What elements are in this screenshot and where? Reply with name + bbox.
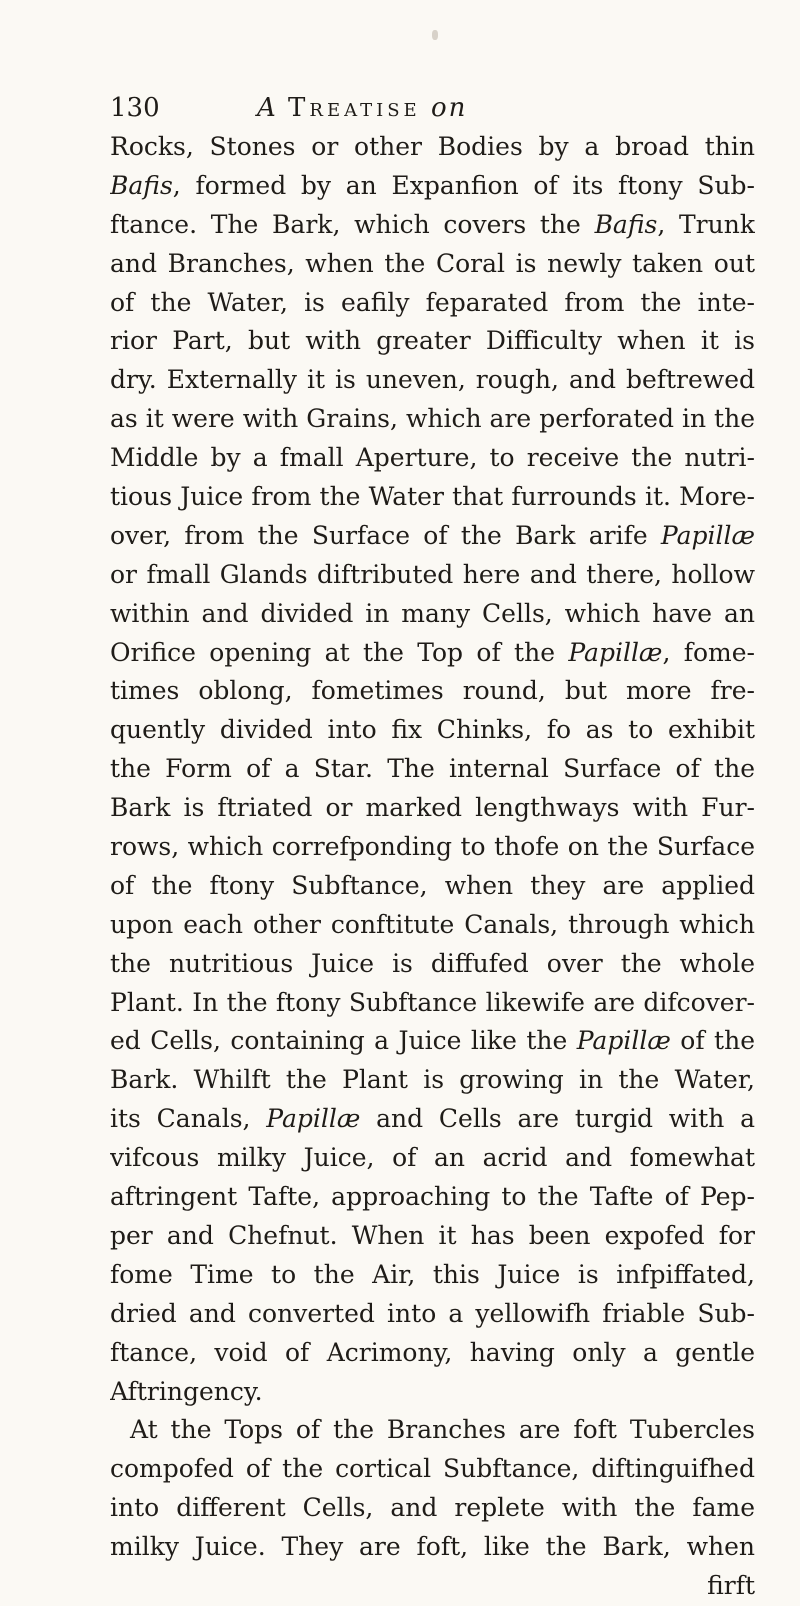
italic-term: Papillæ bbox=[660, 520, 755, 550]
text-line: compofed of the cortical Subftance, diftinguifhed bbox=[110, 1454, 755, 1484]
text-line: dried and converted into a yellowifh friable Sub- bbox=[110, 1298, 755, 1328]
text-fragment: of the bbox=[670, 1026, 755, 1056]
paper-speck bbox=[432, 30, 438, 40]
text-line: upon each other conftitute Canals, through which bbox=[110, 909, 755, 939]
text-line: vifcous milky Juice, of an acrid and fomewhat bbox=[110, 1143, 755, 1173]
text-line: Bark is ftriated or marked lengthways with Fur- bbox=[110, 793, 755, 823]
text-line bbox=[110, 1100, 755, 1139]
title-article: A bbox=[257, 93, 278, 123]
italic-term: Bafis bbox=[110, 170, 173, 200]
text-line: the Form of a Star. The internal Surface of the bbox=[110, 754, 755, 784]
text-line: Middle by a fmall Aperture, to receive the nutri- bbox=[110, 443, 755, 473]
text-line bbox=[110, 517, 755, 556]
page-number: 130 bbox=[110, 93, 160, 123]
text-fragment: ftance. The Bark, which covers the bbox=[110, 209, 595, 239]
title-word: Treatise bbox=[288, 93, 421, 123]
text-line: dry. Externally it is uneven, rough, and beftrewed bbox=[110, 365, 755, 395]
italic-term: Bafis bbox=[594, 209, 658, 239]
text-fragment: over, from the Surface of the Bark arife bbox=[110, 520, 661, 550]
text-line: rows, which correfponding to thofe on the Surface bbox=[110, 832, 755, 862]
text-line: Bark. Whilft the Plant is growing in the Water, bbox=[110, 1065, 755, 1095]
text-fragment: ed Cells, containing a Juice like the bbox=[110, 1026, 577, 1056]
text-line: as it were with Grains, which are perforated in the bbox=[110, 404, 755, 434]
title-on: on bbox=[430, 93, 468, 123]
running-header bbox=[110, 88, 750, 128]
text-line: or fmall Glands diftributed here and there, hollow bbox=[110, 559, 755, 589]
text-line: Rocks, Stones or other Bodies by a broad thin bbox=[110, 132, 755, 161]
italic-term: Papillæ bbox=[266, 1104, 361, 1134]
text-line: of the ftony Subftance, when they are applied bbox=[110, 870, 755, 900]
text-line bbox=[110, 1022, 755, 1061]
text-fragment: its Canals, bbox=[110, 1104, 267, 1134]
text-line: fome Time to the Air, this Juice is infpiffated, bbox=[110, 1259, 755, 1289]
text-fragment: , Trunk bbox=[657, 209, 755, 239]
text-line: into different Cells, and replete with the fame bbox=[110, 1493, 755, 1523]
text-fragment: , formed by an Expanfion of its ftony Sub- bbox=[172, 170, 755, 200]
text-line: rior Part, but with greater Difficulty when it is bbox=[110, 326, 755, 356]
text-line: Plant. In the ftony Subftance likewife are difcover- bbox=[110, 987, 755, 1017]
text-line: At the Tops of the Branches are foft Tubercles bbox=[130, 1415, 755, 1445]
text-line: milky Juice. They are foft, like the Bark, when bbox=[110, 1532, 755, 1562]
text-fragment: , fome- bbox=[662, 637, 755, 667]
text-line: of the Water, is eafily feparated from the inte- bbox=[110, 287, 755, 317]
text-line: tious Juice from the Water that furrounds it. More- bbox=[110, 482, 755, 512]
body-text bbox=[110, 128, 755, 1606]
text-line bbox=[110, 167, 755, 206]
text-line: within and divided in many Cells, which have an bbox=[110, 598, 755, 628]
text-line: and Branches, when the Coral is newly taken out bbox=[110, 248, 755, 278]
italic-term: Papillæ bbox=[568, 637, 663, 667]
text-line bbox=[110, 634, 755, 673]
running-title bbox=[257, 88, 467, 128]
text-line: Aftringency. bbox=[110, 1376, 263, 1406]
text-line: times oblong, fometimes round, but more fre- bbox=[110, 676, 755, 706]
text-line: ftance, void of Acrimony, having only a gentle bbox=[110, 1337, 755, 1367]
text-line: the nutritious Juice is diffufed over the whole bbox=[110, 948, 755, 978]
italic-term: Papillæ bbox=[576, 1026, 671, 1056]
catchword: firft bbox=[707, 1570, 755, 1600]
text-fragment: Orifice opening at the Top of the bbox=[110, 637, 569, 667]
text-line: quently divided into fix Chinks, fo as to exhibit bbox=[110, 715, 755, 745]
text-line bbox=[110, 206, 755, 245]
text-line: per and Chefnut. When it has been expofed for bbox=[110, 1220, 755, 1250]
text-line: aftringent Tafte, approaching to the Tafte of Pep- bbox=[110, 1182, 755, 1212]
text-fragment: and Cells are turgid with a bbox=[360, 1104, 755, 1134]
